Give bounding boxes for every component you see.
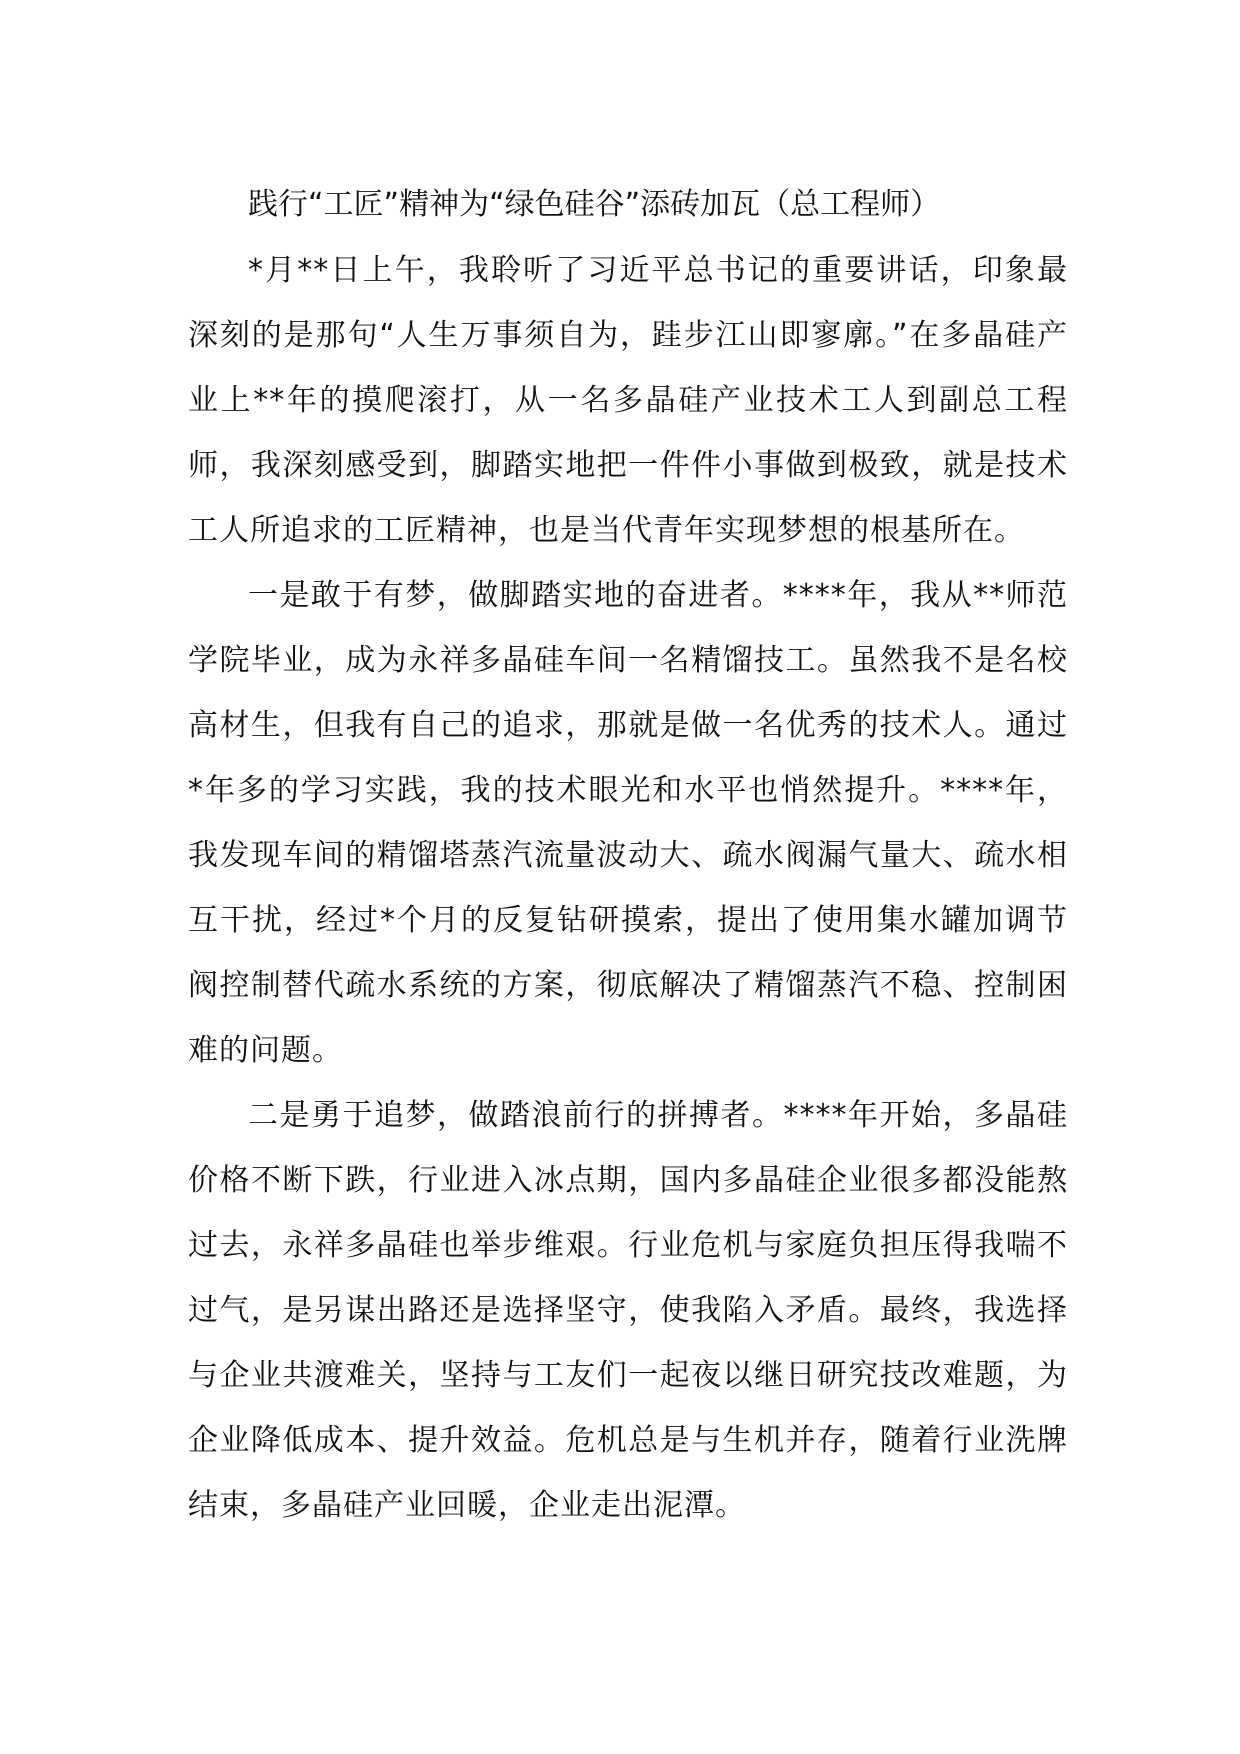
paragraph-point-one: 一是敢于有梦，做脚踏实地的奋进者。****年，我从**师范学院毕业，成为永祥多晶硅车间一名精馏技工。虽然我不是名校高材生，但我有自己的追求，那就是做一名优秀的技术人。通过*年多的学习实践，我的技术眼光和水平也悄然提升。****年，我发现车间的精馏塔蒸汽流量波动大、疏水阀漏气量大、疏水相互干扰，经过*个月的反复钻研摸索，提出了使用集水罐加调节阀控制替代疏水系统的方案，彻底解决了精馏蒸汽不稳、控制困难的问题。 <box>188 578 1068 1068</box>
document-body <box>188 172 1068 1538</box>
document-title: 践行“工匠”精神为“绿色硅谷”添砖加瓦（总工程师） <box>248 187 941 222</box>
paragraph-intro: *月**日上午，我聆听了习近平总书记的重要讲话，印象最深刻的是那句“人生万事须自为，跬步江山即寥廓。”在多晶硅产业上**年的摸爬滚打，从一名多晶硅产业技术工人到副总工程师，我深刻感受到，脚踏实地把一件件小事做到极致，就是技术工人所追求的工匠精神，也是当代青年实现梦想的根基所在。 <box>188 253 1068 548</box>
paragraph-point-two: 二是勇于追梦，做踏浪前行的拼搏者。****年开始，多晶硅价格不断下跌，行业进入冰点期，国内多晶硅企业很多都没能熬过去，永祥多晶硅也举步维艰。行业危机与家庭负担压得我喘不过气，是另谋出路还是选择坚守，使我陷入矛盾。最终，我选择与企业共渡难关，坚持与工友们一起夜以继日研究技改难题，为企业降低成本、提升效益。危机总是与生机并存，随着行业洗牌结束，多晶硅产业回暖，企业走出泥潭。 <box>188 1098 1068 1523</box>
